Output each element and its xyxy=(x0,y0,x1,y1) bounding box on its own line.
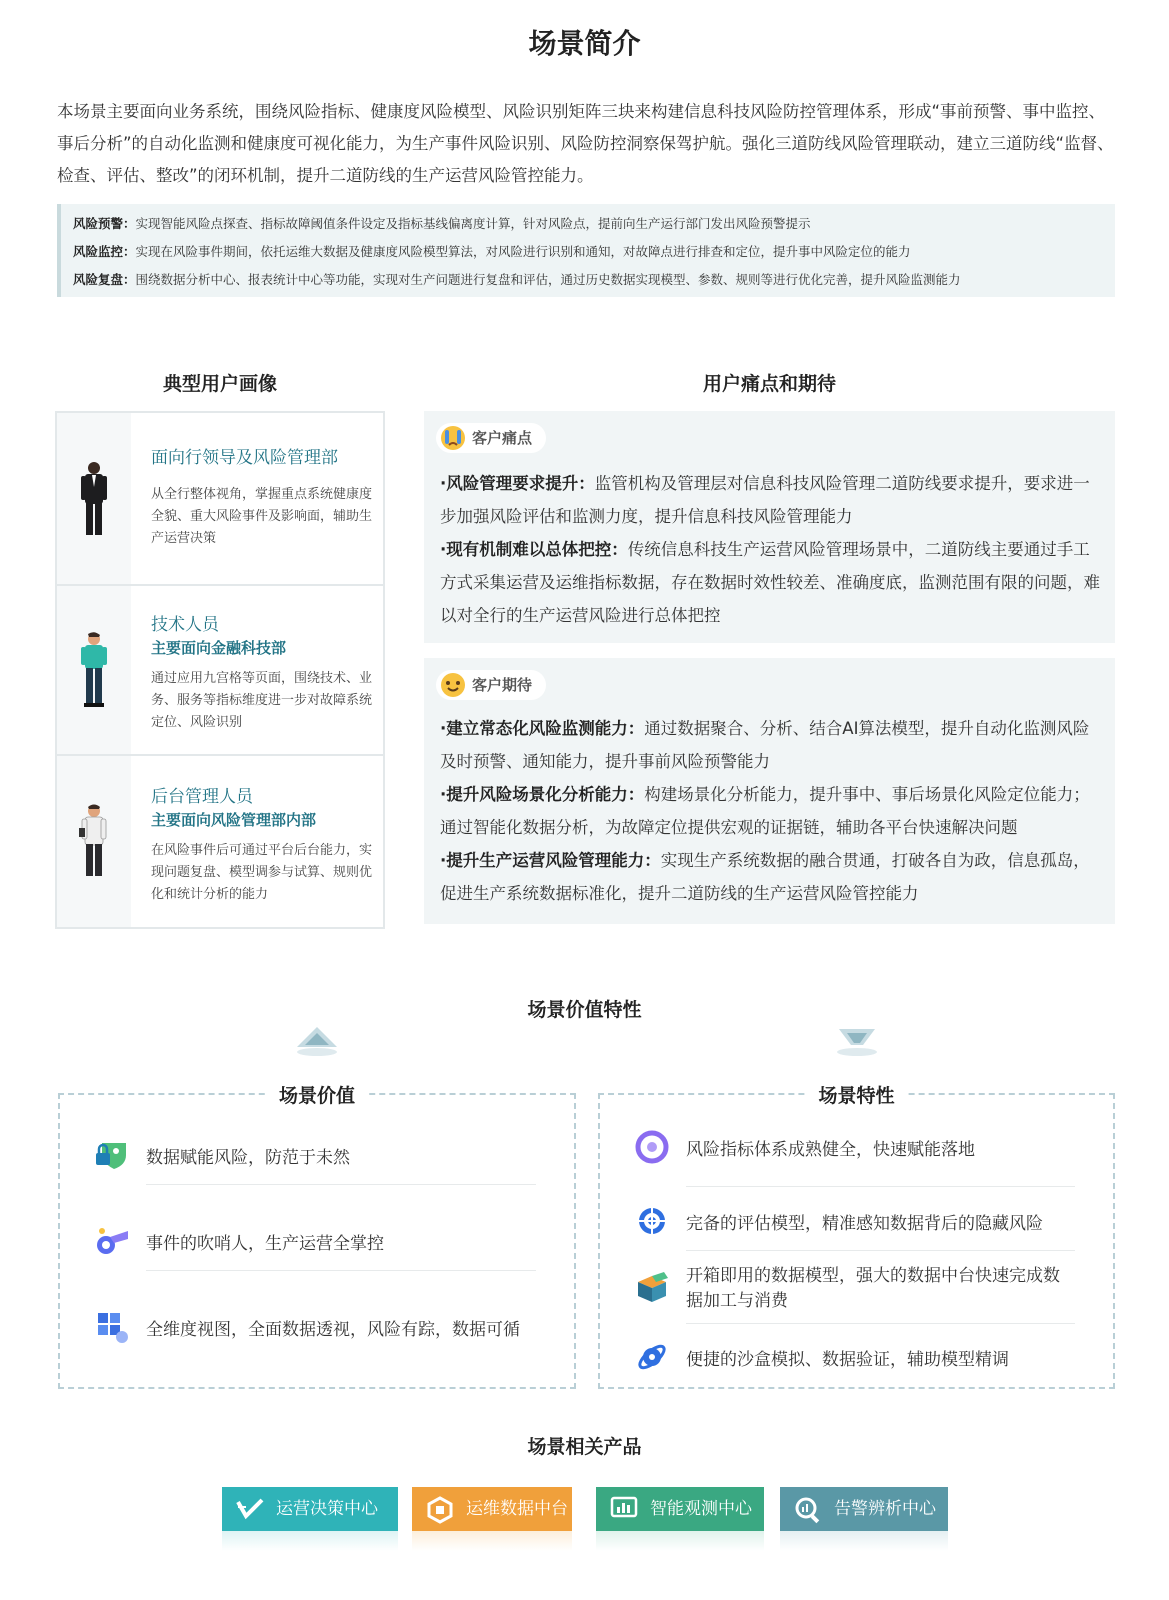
value-section-title: 场景价值特性 xyxy=(527,999,642,1021)
worried-face-icon xyxy=(439,424,467,452)
ring-target-icon xyxy=(634,1129,670,1165)
persona-card xyxy=(57,756,383,927)
persona-desc: 在风险事件后可通过平台后台能力，实现问题复盘、模型调参与试算、规则优化和统计分析的能力 xyxy=(151,843,373,902)
value-title: 场景价值 xyxy=(267,1085,367,1107)
pain-item: ·现有机制难以总体把控：传统信息科技生产运营风险管理场景中，二道防线主要通过手工方式采集运营及运维指标数据，存在数据时效性较差、准确度底，监测范围有限的问题，难以对全行的生产运营风险进行总体把控 xyxy=(440,540,1100,625)
intro-paragraph: 本场景主要面向业务系统，围绕风险指标、健康度风险模型、风险识别矩阵三块来构建信息科技风险防控管理体系，形成“事前预警、事中监控、事后分析”的自动化监测和健康度可视化能力，为生产事件风险识别、风险防控洞察保驾护航。强化三道防线风险管理联动，建立三道防线“监督、检查、评估、整改”的闭环机制，提升二道防线的生产运营风险管控能力。 xyxy=(57,102,1114,185)
features-panel xyxy=(598,1085,1115,1389)
product-smart-observe[interactable]: 智能观测中心 xyxy=(596,1487,764,1531)
shield-lock-icon xyxy=(94,1137,130,1173)
feature-item: 开箱即用的数据模型，强大的数据中台快速完成数据加工与消费 xyxy=(626,1260,1075,1324)
product-ops-decision[interactable]: 运营决策中心 xyxy=(222,1487,398,1531)
expect-label: 客户期待 xyxy=(436,670,546,700)
persona-name: 面向行领导及风险管理部 xyxy=(151,448,338,468)
expectations-box xyxy=(424,658,1115,924)
feature-item: 风险指标体系成熟健全，快速赋能落地 xyxy=(626,1121,1075,1187)
value-panel xyxy=(58,1085,576,1389)
pyramid-deco-icon xyxy=(293,1025,341,1057)
persona-desc: 通过应用九宫格等页面，围绕技术、业务、服务等指标维度进一步对故障系统定位、风险识别 xyxy=(151,671,373,730)
open-box-icon xyxy=(634,1268,670,1304)
happy-face-icon xyxy=(439,671,467,699)
note-warning: 风险预警：实现智能风险点探查、指标故障阈值条件设定及指标基线偏离度计算，针对风险点，提前向生产运行部门发出风险预警提示 xyxy=(73,216,811,231)
product-ops-data-platform[interactable]: 运维数据中台 xyxy=(412,1487,572,1531)
pain-points-box xyxy=(424,411,1115,643)
monitor-chart-icon xyxy=(610,1496,638,1522)
persona-figure-icon xyxy=(57,413,131,584)
value-item: 事件的吹哨人，生产运营全掌控 xyxy=(86,1215,536,1271)
cubes-icon xyxy=(94,1309,130,1345)
value-item: 数据赋能风险，防范于未然 xyxy=(86,1129,536,1185)
persona-figure-icon xyxy=(57,756,131,927)
pain-item: ·风险管理要求提升：监管机构及管理层对信息科技风险管理二道防线要求提升，要求进一步加强风险评估和监测力度，提升信息科技风险管理能力 xyxy=(440,474,1090,526)
pain-section-title: 用户痛点和期待 xyxy=(702,373,836,395)
persona-desc: 从全行整体视角，掌握重点系统健康度全貌、重大风险事件及影响面，辅助生产运营决策 xyxy=(151,487,373,546)
feature-item: 便捷的沙盒模拟、数据验证，辅助模型精调 xyxy=(626,1331,1075,1381)
persona-card xyxy=(57,586,383,756)
risk-notes xyxy=(57,204,1115,297)
product-alert-analysis[interactable]: 告警辨析中心 xyxy=(780,1487,948,1531)
expect-item: ·提升生产运营风险管理能力：实现生产系统数据的融合贯通，打破各自为政，信息孤岛，促进生产系统数据标准化，提升二道防线的生产运营风险管控能力 xyxy=(440,851,1090,903)
features-title: 场景特性 xyxy=(806,1085,906,1107)
expect-item: ·提升风险场景化分析能力：构建场景化分析能力，提升事中、事后场景化风险定位能力；通过智能化数据分析，为故障定位提供宏观的证据链，辅助各平台快速解决问题 xyxy=(440,785,1090,837)
persona-subtitle: 主要面向风险管理部内部 xyxy=(151,811,317,829)
pain-label: 客户痛点 xyxy=(436,423,546,453)
persona-figure-icon xyxy=(57,586,131,754)
feature-item: 完备的评估模型，精准感知数据背后的隐藏风险 xyxy=(626,1195,1075,1251)
products-title: 场景相关产品 xyxy=(527,1436,642,1458)
magnifier-chart-icon xyxy=(794,1496,822,1524)
v-logo-icon xyxy=(236,1496,266,1522)
funnel-deco-icon xyxy=(833,1025,881,1057)
page-title: 场景简介 xyxy=(528,27,641,60)
persona-subtitle: 主要面向金融科技部 xyxy=(151,639,287,657)
value-item: 全维度视图，全面数据透视，风险有踪，数据可循 xyxy=(86,1301,536,1357)
persona-name: 后台管理人员 xyxy=(151,787,253,807)
hexagon-icon xyxy=(426,1496,454,1524)
whistle-icon xyxy=(94,1223,130,1259)
personas-title: 典型用户画像 xyxy=(162,373,277,395)
persona-list xyxy=(55,411,385,929)
expect-item: ·建立常态化风险监测能力：通过数据聚合、分析、结合AI算法模型，提升自动化监测风险及时预警、通知能力，提升事前风险预警能力 xyxy=(440,719,1090,771)
persona-name: 技术人员 xyxy=(151,615,219,635)
crosshair-icon xyxy=(634,1203,670,1239)
note-review: 风险复盘：围绕数据分析中心、报表统计中心等功能，实现对生产问题进行复盘和评估，通过历史数据实现模型、参数、规则等进行优化完善，提升风险监测能力 xyxy=(73,272,961,287)
orbit-atom-icon xyxy=(634,1339,670,1375)
note-monitor: 风险监控：实现在风险事件期间，依托运维大数据及健康度风险模型算法，对风险进行识别和通知，对故障点进行排查和定位，提升事中风险定位的能力 xyxy=(73,244,911,259)
persona-card xyxy=(57,413,383,586)
